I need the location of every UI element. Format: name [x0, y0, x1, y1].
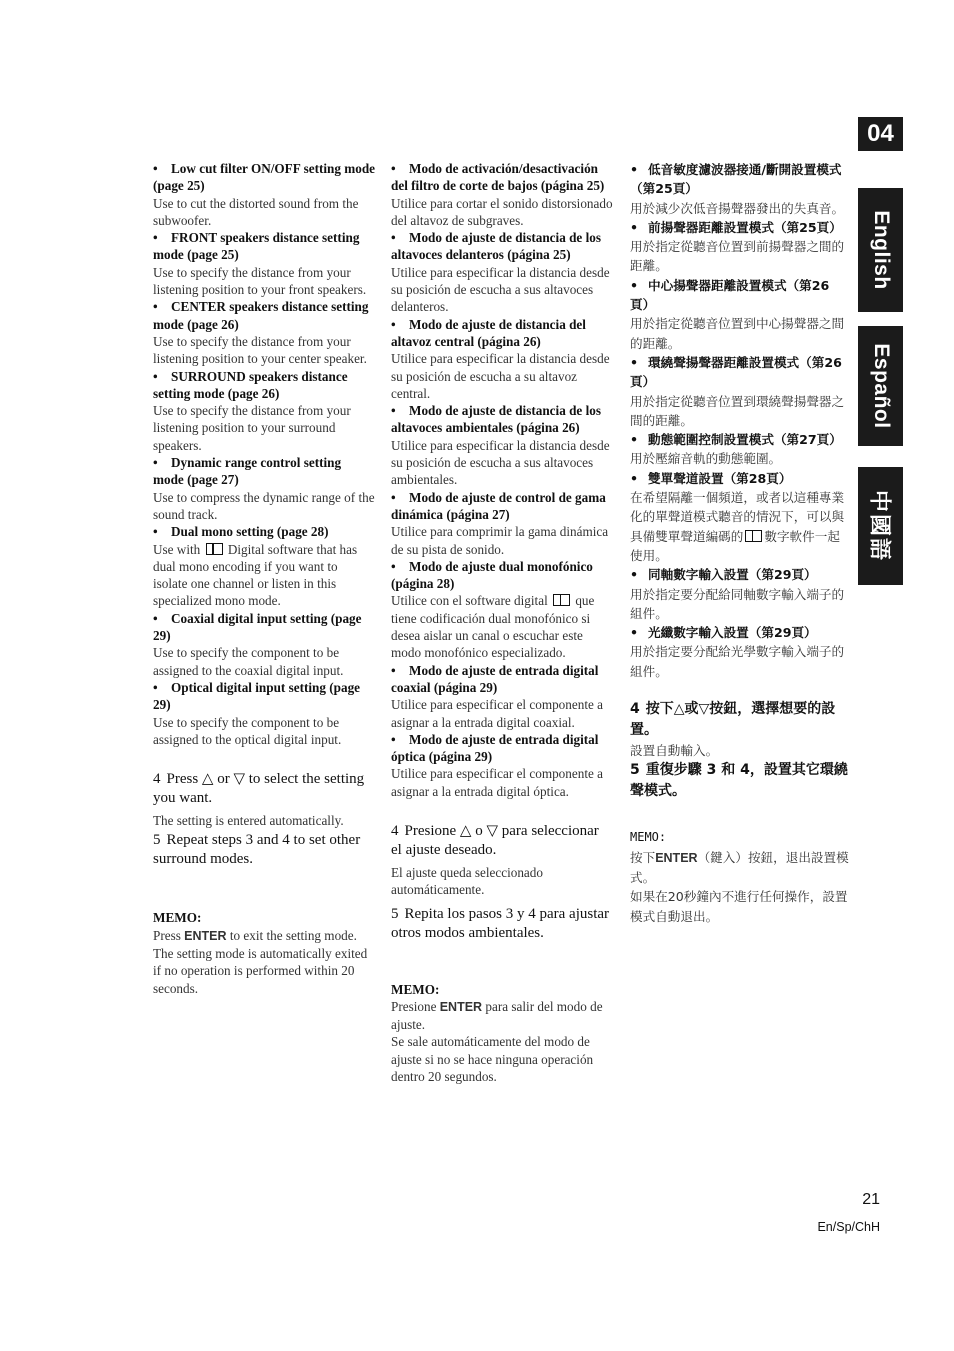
dolby-logo-icon — [553, 594, 570, 606]
feature-title-text: Modo de activación/desactivación del filtro de corte de bajos (página 25) — [391, 161, 605, 194]
step-text: to select the setting you want. — [153, 771, 365, 807]
feature-description: Use to cut the distorted sound from the subwoofer. — [153, 195, 359, 228]
step-number: 4 — [391, 822, 399, 839]
spanish-item-list — [391, 160, 613, 800]
description-text: Use with — [153, 541, 201, 557]
feature-description: Use to compress the dynamic range of the sound track. — [153, 489, 375, 522]
feature-item — [153, 229, 375, 298]
step-text: o — [475, 822, 483, 839]
bullet-icon: • — [153, 679, 158, 695]
feature-title — [391, 559, 593, 591]
feature-item — [630, 276, 852, 353]
feature-title-text: 同軸數字輸入設置（第29頁） — [648, 567, 817, 583]
description-text: Digital software that has dual mono encoding if you want to isolate one channel or listen in this specialized mono mode. — [153, 541, 358, 609]
spanish-step-4 — [391, 822, 613, 860]
bullet-icon: • — [391, 161, 396, 176]
feature-description: Utilice para especificar la distancia desde su posición de escucha a sus altavoces ambientales. — [391, 437, 610, 488]
chinese-memo-line: 如果在20秒鐘內不進行任何操作，設置模式自動退出。 — [630, 889, 848, 924]
step-number: 5 — [391, 905, 399, 922]
tab-espanol — [858, 326, 903, 446]
description-text: 數字軟件一起使用。 — [630, 528, 840, 563]
feature-title-text: SURROUND speakers distance setting mode (page 26) — [153, 368, 348, 401]
spanish-memo-title: MEMO: — [391, 981, 440, 997]
feature-title — [153, 680, 360, 712]
feature-title — [153, 369, 348, 401]
feature-item — [391, 160, 613, 229]
feature-item — [630, 565, 852, 623]
feature-title-text: 動態範圍控制設置模式（第27頁） — [648, 432, 842, 448]
feature-title-text: 中心揚聲器距離設置模式（第26頁） — [630, 277, 830, 313]
step-text: Repeat steps 3 and 4 to set other surround modes. — [153, 832, 361, 868]
up-triangle-icon: △ — [459, 822, 472, 839]
feature-description: 用於指定從聽音位置到中心揚聲器之間的距離。 — [630, 316, 845, 351]
feature-title-text: Low cut filter ON/OFF setting mode (page 25) — [153, 161, 376, 194]
spanish-column — [391, 160, 613, 1085]
feature-title — [153, 524, 329, 539]
feature-title — [391, 230, 601, 262]
enter-key-label: ENTER — [439, 999, 483, 1014]
feature-title — [630, 220, 842, 235]
tab-chinese — [858, 467, 903, 585]
enter-key-label: ENTER — [184, 928, 227, 943]
chinese-memo-line — [630, 848, 852, 888]
memo-text: （鍵入）按鈕，退出設置模式。 — [630, 849, 849, 885]
feature-item — [153, 679, 375, 748]
dolby-logo-icon — [206, 543, 223, 555]
bullet-icon: • — [153, 368, 158, 384]
feature-description: 用於減少次低音揚聲器發出的失真音。 — [630, 200, 845, 216]
feature-item — [630, 469, 852, 565]
feature-description: Use to specify the distance from your listening position to your surround speakers. — [153, 403, 351, 453]
spanish-memo-line: Se sale automáticamente del modo de ajuste si no se hace ninguna operación dentro 20 segundos. — [391, 1034, 594, 1085]
chinese-step-5 — [630, 760, 852, 802]
english-memo-line — [153, 927, 375, 945]
bullet-icon: • — [153, 610, 158, 626]
step-number: 4 — [630, 701, 640, 718]
step-text: 重復步驟 3 和 4，設置其它環繞聲模式。 — [630, 762, 848, 800]
feature-title — [391, 317, 586, 349]
feature-title-text: Modo de ajuste de distancia de los altavoces delanteros (página 25) — [391, 230, 601, 263]
feature-title — [630, 162, 842, 196]
bullet-icon: • — [630, 625, 639, 641]
feature-description: Utilice para especificar el componente a asignar a la entrada digital coaxial. — [391, 697, 603, 730]
up-triangle-icon: △ — [201, 771, 214, 788]
description-text: Utilice con el software digital — [391, 593, 548, 609]
feature-description: Utilice para especificar la distancia desde su posición de escucha a sus altavoces delanteros. — [391, 264, 610, 315]
chinese-step-4-note: 設置自動輸入。 — [630, 743, 719, 759]
feature-item — [630, 430, 852, 469]
bullet-icon: • — [630, 277, 639, 293]
feature-item — [630, 160, 852, 218]
memo-text: Presione — [391, 998, 437, 1014]
feature-title — [391, 490, 606, 522]
english-column — [153, 160, 375, 997]
chinese-column — [630, 160, 852, 926]
bullet-icon: • — [630, 470, 639, 486]
feature-title-text: Dynamic range control setting mode (page 27) — [153, 455, 342, 488]
tab-chinese-label: 中國語 — [867, 489, 892, 563]
feature-title — [630, 355, 842, 389]
feature-description: 用於壓縮音軌的動態範圍。 — [630, 451, 782, 467]
enter-key-label: ENTER — [655, 850, 698, 865]
step-text: Press — [166, 771, 199, 788]
step-number: 4 — [153, 771, 161, 788]
feature-description: Use to specify the distance from your listening position to your center speaker. — [153, 333, 367, 367]
bullet-icon: • — [153, 230, 158, 246]
feature-title — [391, 161, 604, 193]
feature-title — [630, 432, 842, 447]
bullet-icon: • — [153, 161, 158, 176]
bullet-icon: • — [630, 162, 639, 177]
step-number: 5 — [153, 832, 161, 849]
feature-description: 用於指定從聽音位置到環繞聲揚聲器之間的距離。 — [630, 393, 845, 428]
feature-description: 用於指定從聽音位置到前揚聲器之間的距離。 — [630, 239, 845, 274]
feature-title-text: 前揚聲器距離設置模式（第25頁） — [648, 219, 842, 235]
page-language-code: En/Sp/ChH — [817, 1220, 880, 1234]
feature-item — [153, 368, 375, 454]
feature-title — [391, 732, 598, 764]
feature-title — [630, 278, 829, 312]
bullet-icon: • — [391, 662, 396, 678]
bullet-icon: • — [630, 219, 639, 235]
bullet-icon: • — [391, 489, 396, 505]
feature-title-text: 雙單聲道設置（第28頁） — [648, 470, 792, 486]
feature-description: Use to specify the distance from your listening position to your front speakers. — [153, 264, 367, 298]
feature-item — [153, 523, 375, 609]
feature-title-text: Modo de ajuste de distancia del altavoz central (página 26) — [391, 316, 586, 349]
feature-item — [391, 402, 613, 488]
tab-english — [858, 188, 903, 312]
feature-item — [391, 316, 613, 402]
bullet-icon: • — [630, 354, 639, 370]
english-memo-title: MEMO: — [153, 910, 202, 926]
feature-description — [391, 593, 594, 660]
feature-title — [153, 299, 368, 331]
feature-item — [630, 218, 852, 276]
chinese-item-list — [630, 160, 852, 681]
feature-title — [391, 663, 598, 695]
bullet-icon: • — [153, 524, 158, 540]
english-step-4-note: The setting is entered automatically. — [153, 813, 344, 829]
feature-title-text: CENTER speakers distance setting mode (page 26) — [153, 299, 369, 332]
spanish-memo-line — [391, 998, 613, 1034]
feature-description: Utilice para especificar el componente a asignar a la entrada digital óptica. — [391, 766, 603, 799]
bullet-icon: • — [391, 230, 396, 246]
feature-item — [153, 454, 375, 523]
english-step-5 — [153, 831, 375, 869]
memo-text: 按下 — [630, 849, 656, 865]
feature-description — [153, 542, 357, 609]
english-step-4 — [153, 770, 375, 808]
feature-title-text: 光纖數字輸入設置（第29頁） — [648, 625, 817, 641]
bullet-icon: • — [391, 316, 396, 332]
memo-text: to exit the setting mode. — [229, 927, 357, 943]
feature-title-text: Modo de ajuste de control de gama dinámica (página 27) — [391, 489, 606, 522]
feature-title-text: Modo de ajuste de entrada digital coaxial (página 29) — [391, 662, 599, 695]
feature-item — [153, 160, 375, 229]
step-number: 5 — [630, 762, 640, 779]
page-number: 21 — [862, 1191, 880, 1208]
feature-title — [153, 611, 362, 643]
feature-description: Utilice para comprimir la gama dinámica de su pista de sonido. — [391, 524, 609, 557]
feature-title-text: Modo de ajuste de distancia de los altavoces ambientales (página 26) — [391, 403, 601, 436]
tab-english-label: English — [869, 210, 893, 290]
bullet-icon: • — [630, 567, 639, 583]
feature-title — [391, 403, 601, 435]
english-item-list — [153, 160, 375, 748]
step-text: 按下△或▽按鈕，選擇想要的設置。 — [630, 701, 836, 739]
step-text: or — [217, 771, 230, 788]
feature-description: Utilice para especificar la distancia desde su posición de escucha a su altavoz central. — [391, 351, 610, 401]
feature-item — [153, 298, 375, 367]
feature-title-text: Optical digital input setting (page 29) — [153, 679, 361, 713]
feature-title-text: 低音敏度濾波器接通/斷開設置模式（第25頁） — [630, 162, 842, 197]
chinese-step-4 — [630, 699, 852, 741]
feature-title — [630, 471, 791, 486]
bullet-icon: • — [391, 403, 396, 419]
feature-title-text: Coaxial digital input setting (page 29) — [153, 610, 362, 644]
feature-title — [153, 161, 375, 193]
feature-title — [630, 567, 817, 582]
feature-description: 用於指定要分配給光學數字輸入端子的組件。 — [630, 644, 845, 679]
feature-item — [391, 489, 613, 558]
feature-description: Use to specify the component to be assigned to the coaxial digital input. — [153, 645, 344, 678]
bullet-icon: • — [391, 558, 396, 574]
feature-title — [153, 455, 341, 487]
english-memo-line: The setting mode is automatically exited if no operation is performed within 20 seconds. — [153, 945, 368, 996]
description-text: que tiene codificación dual monofónico si desea aislar un canal o escuchar este modo monofónico especializado. — [391, 593, 595, 661]
feature-title-text: Modo de ajuste de entrada digital óptica (página 29) — [391, 731, 599, 765]
feature-item — [391, 662, 613, 731]
tab-espanol-label: Español — [869, 343, 893, 429]
bullet-icon: • — [630, 432, 639, 448]
feature-title-text: 環繞聲揚聲器距離設置模式（第26頁） — [630, 354, 842, 390]
feature-title — [630, 625, 817, 640]
memo-text: para salir del modo de ajuste. — [391, 998, 603, 1033]
feature-title-text: Modo de ajuste dual monofónico (página 28) — [391, 558, 593, 592]
feature-description: 用於指定要分配給同軸數字輸入端子的組件。 — [630, 586, 845, 621]
spanish-step-5 — [391, 905, 613, 943]
chinese-memo-title: MEMO: — [630, 830, 667, 845]
feature-item — [391, 558, 613, 662]
down-triangle-icon: ▽ — [233, 771, 246, 788]
bullet-icon: • — [153, 455, 158, 471]
feature-item — [391, 229, 613, 315]
step-text: para seleccionar el ajuste deseado. — [391, 822, 599, 858]
feature-description — [630, 490, 844, 563]
feature-item — [630, 353, 852, 430]
feature-description: Use to specify the component to be assigned to the optical digital input. — [153, 714, 342, 747]
feature-title — [153, 230, 359, 262]
feature-title-text: FRONT speakers distance setting mode (page 25) — [153, 230, 360, 263]
step-text: Repita los pasos 3 y 4 para ajustar otros modos ambientales. — [391, 905, 610, 941]
bullet-icon: • — [391, 731, 396, 747]
description-text: 在希望隔離一個頻道，或者以這種專業化的單聲道模式聽音的情況下，可以與具備雙單聲道編碼的 — [630, 490, 845, 544]
feature-description: Utilice para cortar el sonido distorsionado del altavoz de subgraves. — [391, 195, 613, 228]
chapter-tab: 04 — [858, 117, 903, 151]
bullet-icon: • — [153, 299, 158, 315]
dolby-logo-icon — [745, 530, 762, 542]
spanish-step-4-note: El ajuste queda seleccionado automáticamente. — [391, 864, 543, 898]
feature-item — [391, 731, 613, 800]
step-text: Presione — [404, 822, 457, 839]
memo-text: Press — [153, 927, 181, 943]
feature-item — [630, 623, 852, 681]
feature-item — [153, 610, 375, 679]
feature-title-text: Dual mono setting (page 28) — [171, 524, 329, 540]
down-triangle-icon: ▽ — [486, 822, 499, 839]
